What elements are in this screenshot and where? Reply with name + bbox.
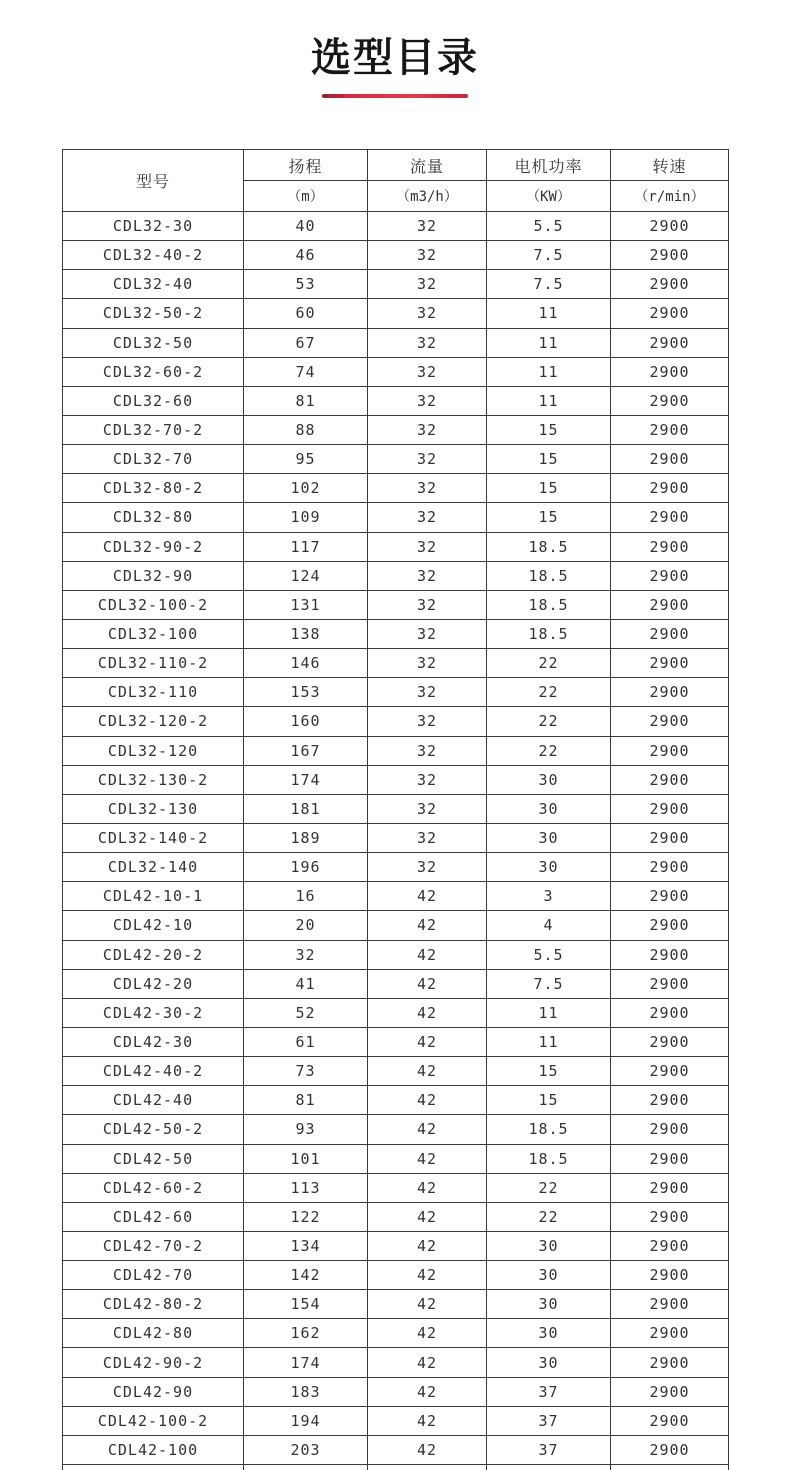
cell-flow: 42 <box>368 1377 487 1406</box>
cell-head: 167 <box>244 736 368 765</box>
cell-speed: 2900 <box>611 328 729 357</box>
cell-power: 22 <box>487 649 611 678</box>
cell-power: 11 <box>487 998 611 1027</box>
cell-model: CDL42-30-2 <box>63 998 244 1027</box>
cell-power: 30 <box>487 1348 611 1377</box>
cell-flow: 32 <box>368 794 487 823</box>
table-row <box>63 1115 729 1144</box>
cell-flow: 42 <box>368 1231 487 1260</box>
cell-power: 37 <box>487 1377 611 1406</box>
cell-power: 15 <box>487 445 611 474</box>
cell-speed: 2900 <box>611 1115 729 1144</box>
col-unit-power: （KW） <box>487 181 611 212</box>
table-row <box>63 1377 729 1406</box>
cell-power: 18.5 <box>487 532 611 561</box>
cell-model: CDL32-70 <box>63 445 244 474</box>
cell-empty <box>63 1465 244 1470</box>
table-row <box>63 357 729 386</box>
cell-power: 5.5 <box>487 212 611 241</box>
cell-head: 153 <box>244 678 368 707</box>
cell-flow: 32 <box>368 474 487 503</box>
cell-head: 194 <box>244 1406 368 1435</box>
cell-speed: 2900 <box>611 1173 729 1202</box>
cell-model: CDL42-20 <box>63 969 244 998</box>
cell-head: 60 <box>244 299 368 328</box>
cell-speed: 2900 <box>611 1406 729 1435</box>
cell-speed: 2900 <box>611 765 729 794</box>
cell-speed: 2900 <box>611 270 729 299</box>
cell-power: 18.5 <box>487 590 611 619</box>
table-row <box>63 1231 729 1260</box>
cell-speed: 2900 <box>611 1027 729 1056</box>
cell-empty <box>244 1465 368 1470</box>
cell-model: CDL42-60-2 <box>63 1173 244 1202</box>
cell-flow: 32 <box>368 445 487 474</box>
cell-head: 134 <box>244 1231 368 1260</box>
cell-power: 22 <box>487 1173 611 1202</box>
cell-speed: 2900 <box>611 911 729 940</box>
cell-head: 88 <box>244 415 368 444</box>
col-header-power: 电机功率 <box>487 150 611 181</box>
cell-flow: 42 <box>368 1348 487 1377</box>
table-row <box>63 415 729 444</box>
table-row-clipped <box>63 1465 729 1470</box>
cell-flow: 32 <box>368 649 487 678</box>
cell-model: CDL32-40-2 <box>63 241 244 270</box>
col-header-speed: 转速 <box>611 150 729 181</box>
cell-head: 122 <box>244 1202 368 1231</box>
table-row <box>63 445 729 474</box>
cell-flow: 42 <box>368 1406 487 1435</box>
cell-head: 203 <box>244 1435 368 1464</box>
cell-power: 30 <box>487 823 611 852</box>
cell-flow: 32 <box>368 415 487 444</box>
cell-power: 30 <box>487 1319 611 1348</box>
cell-power: 15 <box>487 1057 611 1086</box>
cell-flow: 42 <box>368 1086 487 1115</box>
cell-head: 73 <box>244 1057 368 1086</box>
cell-power: 4 <box>487 911 611 940</box>
table-header <box>63 150 729 212</box>
cell-head: 67 <box>244 328 368 357</box>
cell-flow: 32 <box>368 707 487 736</box>
cell-head: 142 <box>244 1261 368 1290</box>
cell-flow: 42 <box>368 1202 487 1231</box>
cell-head: 131 <box>244 590 368 619</box>
cell-flow: 42 <box>368 1173 487 1202</box>
title-underline <box>322 94 468 98</box>
cell-power: 15 <box>487 474 611 503</box>
cell-power: 30 <box>487 853 611 882</box>
cell-head: 189 <box>244 823 368 852</box>
cell-speed: 2900 <box>611 1086 729 1115</box>
cell-flow: 32 <box>368 212 487 241</box>
cell-empty <box>368 1465 487 1470</box>
cell-model: CDL32-130-2 <box>63 765 244 794</box>
page-title: 选型目录 <box>311 35 479 81</box>
cell-model: CDL42-80-2 <box>63 1290 244 1319</box>
cell-model: CDL32-50-2 <box>63 299 244 328</box>
col-unit-speed: （r/min） <box>611 181 729 212</box>
cell-empty <box>611 1465 729 1470</box>
cell-power: 30 <box>487 1290 611 1319</box>
cell-flow: 32 <box>368 736 487 765</box>
cell-speed: 2900 <box>611 619 729 648</box>
cell-model: CDL42-90-2 <box>63 1348 244 1377</box>
cell-head: 41 <box>244 969 368 998</box>
cell-power: 30 <box>487 1261 611 1290</box>
cell-model: CDL32-50 <box>63 328 244 357</box>
cell-power: 3 <box>487 882 611 911</box>
table-body <box>63 212 729 1470</box>
header-row-labels <box>63 150 729 181</box>
table-row <box>63 1406 729 1435</box>
cell-head: 196 <box>244 853 368 882</box>
cell-model: CDL32-130 <box>63 794 244 823</box>
cell-flow: 42 <box>368 1115 487 1144</box>
cell-speed: 2900 <box>611 1290 729 1319</box>
cell-speed: 2900 <box>611 1231 729 1260</box>
cell-speed: 2900 <box>611 1057 729 1086</box>
cell-power: 30 <box>487 1231 611 1260</box>
cell-model: CDL32-70-2 <box>63 415 244 444</box>
table-row <box>63 678 729 707</box>
cell-head: 52 <box>244 998 368 1027</box>
selection-table <box>62 149 729 1470</box>
cell-head: 101 <box>244 1144 368 1173</box>
cell-power: 15 <box>487 415 611 444</box>
cell-speed: 2900 <box>611 415 729 444</box>
cell-model: CDL32-100 <box>63 619 244 648</box>
table-row <box>63 1202 729 1231</box>
cell-speed: 2900 <box>611 445 729 474</box>
cell-model: CDL32-110 <box>63 678 244 707</box>
cell-power: 18.5 <box>487 1144 611 1173</box>
cell-flow: 32 <box>368 386 487 415</box>
cell-head: 162 <box>244 1319 368 1348</box>
cell-speed: 2900 <box>611 1261 729 1290</box>
cell-speed: 2900 <box>611 823 729 852</box>
cell-head: 113 <box>244 1173 368 1202</box>
cell-model: CDL42-30 <box>63 1027 244 1056</box>
table-row <box>63 707 729 736</box>
cell-power: 7.5 <box>487 969 611 998</box>
cell-power: 11 <box>487 299 611 328</box>
cell-flow: 32 <box>368 241 487 270</box>
cell-speed: 2900 <box>611 357 729 386</box>
cell-speed: 2900 <box>611 940 729 969</box>
cell-head: 20 <box>244 911 368 940</box>
cell-speed: 2900 <box>611 882 729 911</box>
cell-flow: 32 <box>368 853 487 882</box>
cell-power: 7.5 <box>487 270 611 299</box>
col-header-flow: 流量 <box>368 150 487 181</box>
cell-head: 61 <box>244 1027 368 1056</box>
cell-speed: 2900 <box>611 1202 729 1231</box>
cell-power: 37 <box>487 1406 611 1435</box>
cell-flow: 32 <box>368 270 487 299</box>
cell-model: CDL42-10 <box>63 911 244 940</box>
cell-model: CDL42-100-2 <box>63 1406 244 1435</box>
table-row <box>63 1290 729 1319</box>
cell-model: CDL42-100 <box>63 1435 244 1464</box>
cell-power: 11 <box>487 1027 611 1056</box>
cell-speed: 2900 <box>611 590 729 619</box>
table-row <box>63 736 729 765</box>
cell-speed: 2900 <box>611 736 729 765</box>
cell-head: 174 <box>244 1348 368 1377</box>
cell-speed: 2900 <box>611 1377 729 1406</box>
cell-power: 18.5 <box>487 1115 611 1144</box>
cell-flow: 42 <box>368 1144 487 1173</box>
table-row <box>63 969 729 998</box>
table-row <box>63 474 729 503</box>
cell-head: 124 <box>244 561 368 590</box>
cell-speed: 2900 <box>611 503 729 532</box>
cell-speed: 2900 <box>611 532 729 561</box>
cell-flow: 42 <box>368 1057 487 1086</box>
table-row <box>63 940 729 969</box>
cell-head: 95 <box>244 445 368 474</box>
col-unit-head: （m） <box>244 181 368 212</box>
cell-flow: 32 <box>368 678 487 707</box>
cell-speed: 2900 <box>611 969 729 998</box>
cell-flow: 42 <box>368 1319 487 1348</box>
cell-flow: 42 <box>368 1290 487 1319</box>
table-row <box>63 590 729 619</box>
cell-head: 81 <box>244 1086 368 1115</box>
cell-model: CDL42-70 <box>63 1261 244 1290</box>
cell-head: 40 <box>244 212 368 241</box>
cell-model: CDL42-70-2 <box>63 1231 244 1260</box>
cell-model: CDL42-40 <box>63 1086 244 1115</box>
cell-flow: 32 <box>368 357 487 386</box>
table-row <box>63 998 729 1027</box>
cell-flow: 32 <box>368 590 487 619</box>
table-row <box>63 270 729 299</box>
cell-model: CDL42-50-2 <box>63 1115 244 1144</box>
col-header-model: 型号 <box>63 150 244 212</box>
cell-model: CDL32-120-2 <box>63 707 244 736</box>
table-row <box>63 328 729 357</box>
cell-power: 18.5 <box>487 619 611 648</box>
cell-flow: 42 <box>368 911 487 940</box>
cell-model: CDL42-80 <box>63 1319 244 1348</box>
cell-power: 22 <box>487 678 611 707</box>
table-row <box>63 765 729 794</box>
cell-speed: 2900 <box>611 386 729 415</box>
cell-model: CDL32-120 <box>63 736 244 765</box>
cell-head: 181 <box>244 794 368 823</box>
cell-flow: 42 <box>368 882 487 911</box>
cell-power: 22 <box>487 707 611 736</box>
table-row <box>63 503 729 532</box>
cell-power: 37 <box>487 1435 611 1464</box>
cell-head: 154 <box>244 1290 368 1319</box>
cell-speed: 2900 <box>611 794 729 823</box>
table-row <box>63 212 729 241</box>
cell-speed: 2900 <box>611 1348 729 1377</box>
cell-speed: 2900 <box>611 474 729 503</box>
cell-flow: 42 <box>368 969 487 998</box>
cell-model: CDL42-20-2 <box>63 940 244 969</box>
cell-flow: 32 <box>368 619 487 648</box>
cell-power: 18.5 <box>487 561 611 590</box>
cell-speed: 2900 <box>611 649 729 678</box>
col-unit-flow: （m3/h） <box>368 181 487 212</box>
table-row <box>63 1261 729 1290</box>
cell-model: CDL32-90-2 <box>63 532 244 561</box>
cell-power: 22 <box>487 1202 611 1231</box>
cell-model: CDL32-60-2 <box>63 357 244 386</box>
cell-speed: 2900 <box>611 1144 729 1173</box>
table-row <box>63 1057 729 1086</box>
cell-head: 102 <box>244 474 368 503</box>
table-row <box>63 1173 729 1202</box>
cell-speed: 2900 <box>611 998 729 1027</box>
cell-head: 146 <box>244 649 368 678</box>
cell-speed: 2900 <box>611 561 729 590</box>
cell-speed: 2900 <box>611 1319 729 1348</box>
cell-head: 74 <box>244 357 368 386</box>
cell-speed: 2900 <box>611 678 729 707</box>
table-row <box>63 619 729 648</box>
cell-speed: 2900 <box>611 853 729 882</box>
cell-model: CDL42-40-2 <box>63 1057 244 1086</box>
table-row <box>63 241 729 270</box>
cell-speed: 2900 <box>611 241 729 270</box>
cell-power: 7.5 <box>487 241 611 270</box>
col-header-head: 扬程 <box>244 150 368 181</box>
table-row <box>63 532 729 561</box>
table-row <box>63 882 729 911</box>
cell-model: CDL42-90 <box>63 1377 244 1406</box>
cell-power: 11 <box>487 357 611 386</box>
cell-head: 46 <box>244 241 368 270</box>
cell-power: 11 <box>487 386 611 415</box>
cell-speed: 2900 <box>611 299 729 328</box>
table-row <box>63 794 729 823</box>
table-row <box>63 1435 729 1464</box>
table-row <box>63 1319 729 1348</box>
cell-flow: 32 <box>368 299 487 328</box>
cell-speed: 2900 <box>611 212 729 241</box>
cell-flow: 32 <box>368 328 487 357</box>
cell-empty <box>487 1465 611 1470</box>
cell-speed: 2900 <box>611 1435 729 1464</box>
cell-power: 11 <box>487 328 611 357</box>
cell-flow: 42 <box>368 940 487 969</box>
table-row <box>63 911 729 940</box>
cell-model: CDL32-90 <box>63 561 244 590</box>
table-row <box>63 299 729 328</box>
cell-model: CDL32-40 <box>63 270 244 299</box>
table-row <box>63 561 729 590</box>
cell-head: 81 <box>244 386 368 415</box>
cell-flow: 32 <box>368 503 487 532</box>
cell-model: CDL32-60 <box>63 386 244 415</box>
cell-model: CDL32-80-2 <box>63 474 244 503</box>
cell-head: 183 <box>244 1377 368 1406</box>
table-row <box>63 386 729 415</box>
cell-model: CDL32-30 <box>63 212 244 241</box>
cell-head: 16 <box>244 882 368 911</box>
cell-power: 22 <box>487 736 611 765</box>
cell-model: CDL42-10-1 <box>63 882 244 911</box>
cell-head: 32 <box>244 940 368 969</box>
table-row <box>63 1144 729 1173</box>
cell-flow: 42 <box>368 1027 487 1056</box>
cell-flow: 42 <box>368 1435 487 1464</box>
cell-model: CDL32-140 <box>63 853 244 882</box>
cell-model: CDL42-60 <box>63 1202 244 1231</box>
cell-power: 15 <box>487 503 611 532</box>
table-row <box>63 823 729 852</box>
cell-model: CDL42-50 <box>63 1144 244 1173</box>
cell-power: 30 <box>487 794 611 823</box>
cell-head: 174 <box>244 765 368 794</box>
cell-model: CDL32-140-2 <box>63 823 244 852</box>
cell-model: CDL32-100-2 <box>63 590 244 619</box>
table-row <box>63 1348 729 1377</box>
cell-head: 117 <box>244 532 368 561</box>
cell-flow: 42 <box>368 998 487 1027</box>
cell-flow: 32 <box>368 765 487 794</box>
cell-head: 138 <box>244 619 368 648</box>
cell-power: 15 <box>487 1086 611 1115</box>
cell-flow: 42 <box>368 1261 487 1290</box>
table-row <box>63 1086 729 1115</box>
cell-flow: 32 <box>368 561 487 590</box>
cell-head: 160 <box>244 707 368 736</box>
table-row <box>63 853 729 882</box>
cell-model: CDL32-110-2 <box>63 649 244 678</box>
cell-head: 109 <box>244 503 368 532</box>
cell-power: 30 <box>487 765 611 794</box>
table-row <box>63 649 729 678</box>
cell-flow: 32 <box>368 532 487 561</box>
cell-head: 53 <box>244 270 368 299</box>
cell-flow: 32 <box>368 823 487 852</box>
cell-model: CDL32-80 <box>63 503 244 532</box>
cell-head: 93 <box>244 1115 368 1144</box>
cell-speed: 2900 <box>611 707 729 736</box>
cell-power: 5.5 <box>487 940 611 969</box>
table-row <box>63 1027 729 1056</box>
